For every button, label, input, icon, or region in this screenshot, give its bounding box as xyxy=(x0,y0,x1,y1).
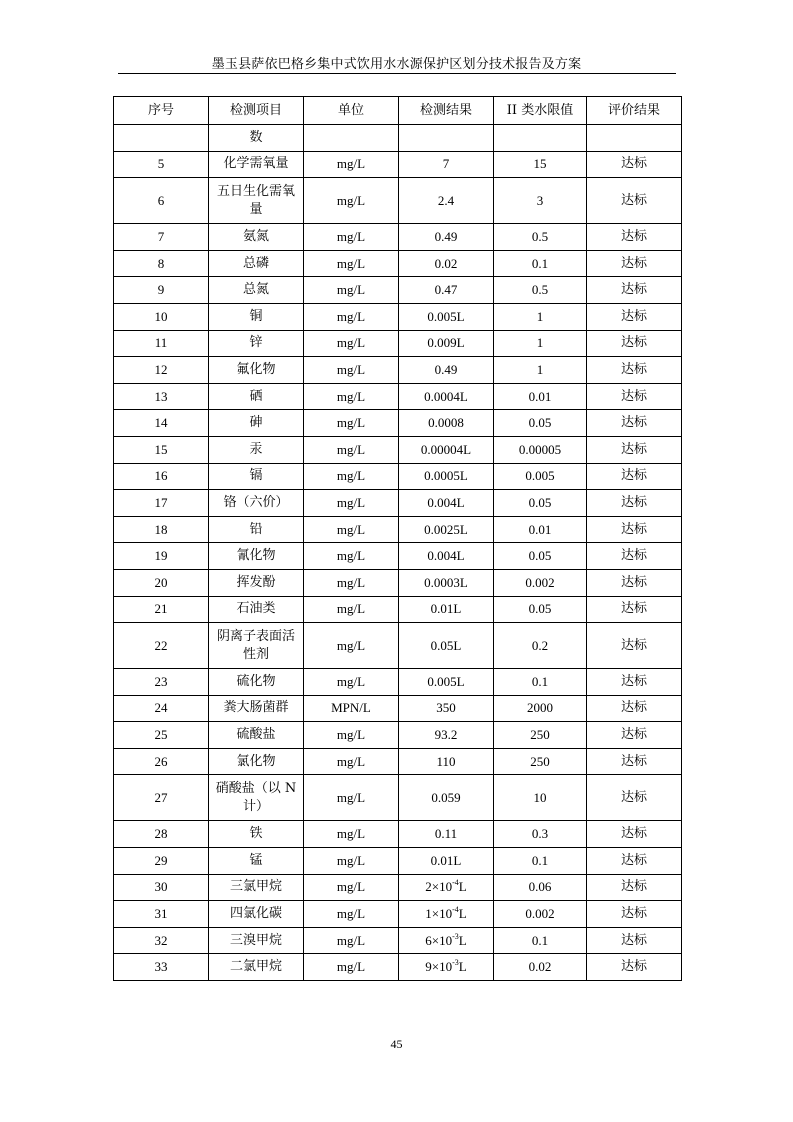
cell-eval: 达标 xyxy=(587,748,682,775)
cell-no: 23 xyxy=(114,669,209,696)
table-row xyxy=(114,516,682,543)
cell-unit: mg/L xyxy=(304,303,399,330)
cell-eval: 达标 xyxy=(587,901,682,928)
cell-item: 砷 xyxy=(209,410,304,437)
cell-unit: mg/L xyxy=(304,927,399,954)
cell-no: 10 xyxy=(114,303,209,330)
cell-unit: mg/L xyxy=(304,775,399,821)
cell-result: 0.11 xyxy=(399,821,494,848)
cell-no: 13 xyxy=(114,383,209,410)
cell-result: 0.01L xyxy=(399,848,494,875)
table-row xyxy=(114,775,682,821)
table-row xyxy=(114,463,682,490)
cell-limit: 0.06 xyxy=(494,874,587,901)
cell-eval: 达标 xyxy=(587,775,682,821)
cell-result: 0.004L xyxy=(399,490,494,517)
cell-limit: 0.1 xyxy=(494,669,587,696)
cell-eval: 达标 xyxy=(587,303,682,330)
cell-eval: 达标 xyxy=(587,490,682,517)
table-row xyxy=(114,383,682,410)
cell-limit: 0.2 xyxy=(494,623,587,669)
cell-result: 0.49 xyxy=(399,224,494,251)
table-row xyxy=(114,357,682,384)
cell-result: 0.005L xyxy=(399,669,494,696)
cell-item: 氨氮 xyxy=(209,224,304,251)
page-header-title: 墨玉县萨依巴格乡集中式饮用水水源保护区划分技术报告及方案 xyxy=(211,57,582,72)
cell-item: 三氯甲烷 xyxy=(209,874,304,901)
result-suffix: L xyxy=(458,906,467,922)
cell-item: 镉 xyxy=(209,463,304,490)
cell-limit: 0.05 xyxy=(494,410,587,437)
table-row xyxy=(114,722,682,749)
col-header-item: 检测项目 xyxy=(209,97,304,125)
cell-no: 22 xyxy=(114,623,209,669)
cell-result: 0.009L xyxy=(399,330,494,357)
table-row xyxy=(114,927,682,954)
cell-unit: mg/L xyxy=(304,463,399,490)
cell-limit: 0.3 xyxy=(494,821,587,848)
cell-result: 7 xyxy=(399,151,494,178)
cell-item: 硫酸盐 xyxy=(209,722,304,749)
table-row xyxy=(114,151,682,178)
cell-no: 25 xyxy=(114,722,209,749)
cell-result: 0.005L xyxy=(399,303,494,330)
cell-no: 6 xyxy=(114,178,209,224)
cell-item: 粪大肠菌群 xyxy=(209,695,304,722)
cell-no: 5 xyxy=(114,151,209,178)
cell-unit: mg/L xyxy=(304,410,399,437)
table-row xyxy=(114,748,682,775)
result-base: 2×10 xyxy=(425,879,453,895)
cell-limit: 0.5 xyxy=(494,277,587,304)
table-row xyxy=(114,303,682,330)
cell-eval: 达标 xyxy=(587,623,682,669)
cell-unit: mg/L xyxy=(304,596,399,623)
cell-eval: 达标 xyxy=(587,151,682,178)
cell-eval: 达标 xyxy=(587,277,682,304)
cell-unit: mg/L xyxy=(304,151,399,178)
cell-eval: 达标 xyxy=(587,330,682,357)
cell-eval: 达标 xyxy=(587,357,682,384)
table-row xyxy=(114,410,682,437)
cell-limit: 0.005 xyxy=(494,463,587,490)
cell-item: 氰化物 xyxy=(209,543,304,570)
cell-no: 11 xyxy=(114,330,209,357)
cell-item: 数 xyxy=(209,125,304,152)
cell-limit: 250 xyxy=(494,722,587,749)
cell-result: 0.0003L xyxy=(399,569,494,596)
cell-no xyxy=(114,125,209,152)
result-suffix: L xyxy=(458,959,467,975)
cell-unit: mg/L xyxy=(304,543,399,570)
cell-no: 24 xyxy=(114,695,209,722)
cell-no: 27 xyxy=(114,775,209,821)
cell-eval: 达标 xyxy=(587,250,682,277)
table-row xyxy=(114,623,682,669)
cell-item: 铅 xyxy=(209,516,304,543)
cell-no: 26 xyxy=(114,748,209,775)
cell-item: 铁 xyxy=(209,821,304,848)
cell-unit: mg/L xyxy=(304,569,399,596)
result-exponent: -4 xyxy=(452,878,459,888)
water-quality-table xyxy=(113,96,682,981)
page-number: 45 xyxy=(390,1037,403,1051)
cell-eval: 达标 xyxy=(587,596,682,623)
table-row xyxy=(114,490,682,517)
cell-eval: 达标 xyxy=(587,927,682,954)
cell-eval: 达标 xyxy=(587,543,682,570)
cell-limit: 2000 xyxy=(494,695,587,722)
cell-no: 33 xyxy=(114,954,209,981)
cell-limit: 0.02 xyxy=(494,954,587,981)
col-header-limit: II 类水限值 xyxy=(494,97,587,125)
cell-limit: 1 xyxy=(494,357,587,384)
col-header-result: 检测结果 xyxy=(399,97,494,125)
table-row xyxy=(114,125,682,152)
col-header-eval: 评价结果 xyxy=(587,97,682,125)
cell-unit: mg/L xyxy=(304,623,399,669)
cell-unit: mg/L xyxy=(304,848,399,875)
cell-eval: 达标 xyxy=(587,178,682,224)
cell-no: 29 xyxy=(114,848,209,875)
cell-unit: mg/L xyxy=(304,490,399,517)
cell-item: 硝酸盐（以 N 计） xyxy=(209,775,304,821)
table-row xyxy=(114,543,682,570)
table-row xyxy=(114,250,682,277)
cell-unit: mg/L xyxy=(304,821,399,848)
cell-limit: 1 xyxy=(494,330,587,357)
cell-eval: 达标 xyxy=(587,410,682,437)
cell-limit: 0.1 xyxy=(494,250,587,277)
cell-unit: mg/L xyxy=(304,669,399,696)
table-row xyxy=(114,569,682,596)
table-row xyxy=(114,436,682,463)
cell-unit: mg/L xyxy=(304,383,399,410)
cell-eval: 达标 xyxy=(587,874,682,901)
cell-limit: 250 xyxy=(494,748,587,775)
result-base: 9×10 xyxy=(425,959,453,975)
cell-item: 锰 xyxy=(209,848,304,875)
cell-result: 0.0025L xyxy=(399,516,494,543)
cell-eval: 达标 xyxy=(587,569,682,596)
cell-result: 0.05L xyxy=(399,623,494,669)
cell-no: 19 xyxy=(114,543,209,570)
cell-no: 7 xyxy=(114,224,209,251)
cell-item: 挥发酚 xyxy=(209,569,304,596)
cell-limit xyxy=(494,125,587,152)
cell-limit: 0.002 xyxy=(494,569,587,596)
cell-item: 硫化物 xyxy=(209,669,304,696)
cell-no: 15 xyxy=(114,436,209,463)
cell-eval: 达标 xyxy=(587,224,682,251)
cell-item: 总氮 xyxy=(209,277,304,304)
col-header-unit: 单位 xyxy=(304,97,399,125)
cell-no: 30 xyxy=(114,874,209,901)
result-exponent: -3 xyxy=(452,931,459,941)
table-row xyxy=(114,874,682,901)
cell-result xyxy=(399,125,494,152)
cell-result: 0.0008 xyxy=(399,410,494,437)
cell-item: 总磷 xyxy=(209,250,304,277)
cell-limit: 0.1 xyxy=(494,927,587,954)
table-row xyxy=(114,596,682,623)
cell-unit: mg/L xyxy=(304,436,399,463)
table-row xyxy=(114,695,682,722)
cell-item: 石油类 xyxy=(209,596,304,623)
cell-unit xyxy=(304,125,399,152)
cell-limit: 1 xyxy=(494,303,587,330)
cell-item: 三溴甲烷 xyxy=(209,927,304,954)
header-rule xyxy=(118,73,676,74)
cell-result: 0.02 xyxy=(399,250,494,277)
result-suffix: L xyxy=(458,879,467,895)
result-exponent: -3 xyxy=(452,958,459,968)
cell-eval xyxy=(587,125,682,152)
cell-no: 8 xyxy=(114,250,209,277)
result-exponent: -4 xyxy=(452,905,459,915)
cell-result: 0.00004L xyxy=(399,436,494,463)
cell-unit: mg/L xyxy=(304,357,399,384)
cell-no: 21 xyxy=(114,596,209,623)
cell-eval: 达标 xyxy=(587,436,682,463)
cell-unit: mg/L xyxy=(304,901,399,928)
table-row xyxy=(114,178,682,224)
cell-no: 18 xyxy=(114,516,209,543)
cell-limit: 3 xyxy=(494,178,587,224)
cell-result: 0.004L xyxy=(399,543,494,570)
cell-unit: mg/L xyxy=(304,250,399,277)
cell-unit: mg/L xyxy=(304,178,399,224)
cell-item: 五日生化需氧量 xyxy=(209,178,304,224)
cell-unit: mg/L xyxy=(304,516,399,543)
cell-unit: mg/L xyxy=(304,330,399,357)
cell-unit: mg/L xyxy=(304,748,399,775)
cell-item: 四氯化碳 xyxy=(209,901,304,928)
cell-no: 32 xyxy=(114,927,209,954)
cell-limit: 15 xyxy=(494,151,587,178)
cell-item: 锌 xyxy=(209,330,304,357)
cell-unit: MPN/L xyxy=(304,695,399,722)
cell-no: 17 xyxy=(114,490,209,517)
cell-limit: 10 xyxy=(494,775,587,821)
cell-item: 氟化物 xyxy=(209,357,304,384)
cell-eval: 达标 xyxy=(587,695,682,722)
cell-result xyxy=(399,901,494,928)
cell-item: 汞 xyxy=(209,436,304,463)
cell-result: 0.0004L xyxy=(399,383,494,410)
cell-limit: 0.01 xyxy=(494,383,587,410)
cell-eval: 达标 xyxy=(587,821,682,848)
cell-no: 28 xyxy=(114,821,209,848)
cell-item: 铜 xyxy=(209,303,304,330)
cell-unit: mg/L xyxy=(304,722,399,749)
cell-result: 350 xyxy=(399,695,494,722)
table-row xyxy=(114,954,682,981)
cell-eval: 达标 xyxy=(587,463,682,490)
cell-unit: mg/L xyxy=(304,954,399,981)
cell-no: 16 xyxy=(114,463,209,490)
cell-limit: 0.05 xyxy=(494,543,587,570)
cell-eval: 达标 xyxy=(587,516,682,543)
cell-item: 二氯甲烷 xyxy=(209,954,304,981)
cell-result: 0.059 xyxy=(399,775,494,821)
cell-no: 12 xyxy=(114,357,209,384)
cell-eval: 达标 xyxy=(587,722,682,749)
cell-limit: 0.002 xyxy=(494,901,587,928)
cell-eval: 达标 xyxy=(587,848,682,875)
cell-unit: mg/L xyxy=(304,874,399,901)
cell-limit: 0.05 xyxy=(494,490,587,517)
cell-eval: 达标 xyxy=(587,954,682,981)
cell-limit: 0.01 xyxy=(494,516,587,543)
result-base: 6×10 xyxy=(425,932,453,948)
table-row xyxy=(114,330,682,357)
cell-result: 0.0005L xyxy=(399,463,494,490)
cell-result: 93.2 xyxy=(399,722,494,749)
cell-no: 9 xyxy=(114,277,209,304)
cell-result xyxy=(399,954,494,981)
result-base: 1×10 xyxy=(425,906,453,922)
cell-limit: 0.05 xyxy=(494,596,587,623)
cell-result: 2.4 xyxy=(399,178,494,224)
cell-limit: 0.1 xyxy=(494,848,587,875)
cell-result xyxy=(399,874,494,901)
cell-result: 0.49 xyxy=(399,357,494,384)
cell-eval: 达标 xyxy=(587,383,682,410)
table-header-row xyxy=(114,97,682,125)
cell-result: 0.47 xyxy=(399,277,494,304)
table-row xyxy=(114,669,682,696)
cell-result xyxy=(399,927,494,954)
cell-no: 31 xyxy=(114,901,209,928)
cell-item: 硒 xyxy=(209,383,304,410)
cell-result: 0.01L xyxy=(399,596,494,623)
cell-limit: 0.00005 xyxy=(494,436,587,463)
col-header-no: 序号 xyxy=(114,97,209,125)
table-row xyxy=(114,901,682,928)
cell-unit: mg/L xyxy=(304,224,399,251)
cell-item: 化学需氧量 xyxy=(209,151,304,178)
cell-unit: mg/L xyxy=(304,277,399,304)
cell-no: 20 xyxy=(114,569,209,596)
table-row xyxy=(114,224,682,251)
table-row xyxy=(114,848,682,875)
cell-item: 铬（六价） xyxy=(209,490,304,517)
cell-item: 氯化物 xyxy=(209,748,304,775)
table-row xyxy=(114,277,682,304)
result-suffix: L xyxy=(458,932,467,948)
cell-limit: 0.5 xyxy=(494,224,587,251)
table-body xyxy=(114,125,682,981)
cell-item: 阴离子表面活性剂 xyxy=(209,623,304,669)
table-row xyxy=(114,821,682,848)
cell-result: 110 xyxy=(399,748,494,775)
cell-no: 14 xyxy=(114,410,209,437)
cell-eval: 达标 xyxy=(587,669,682,696)
